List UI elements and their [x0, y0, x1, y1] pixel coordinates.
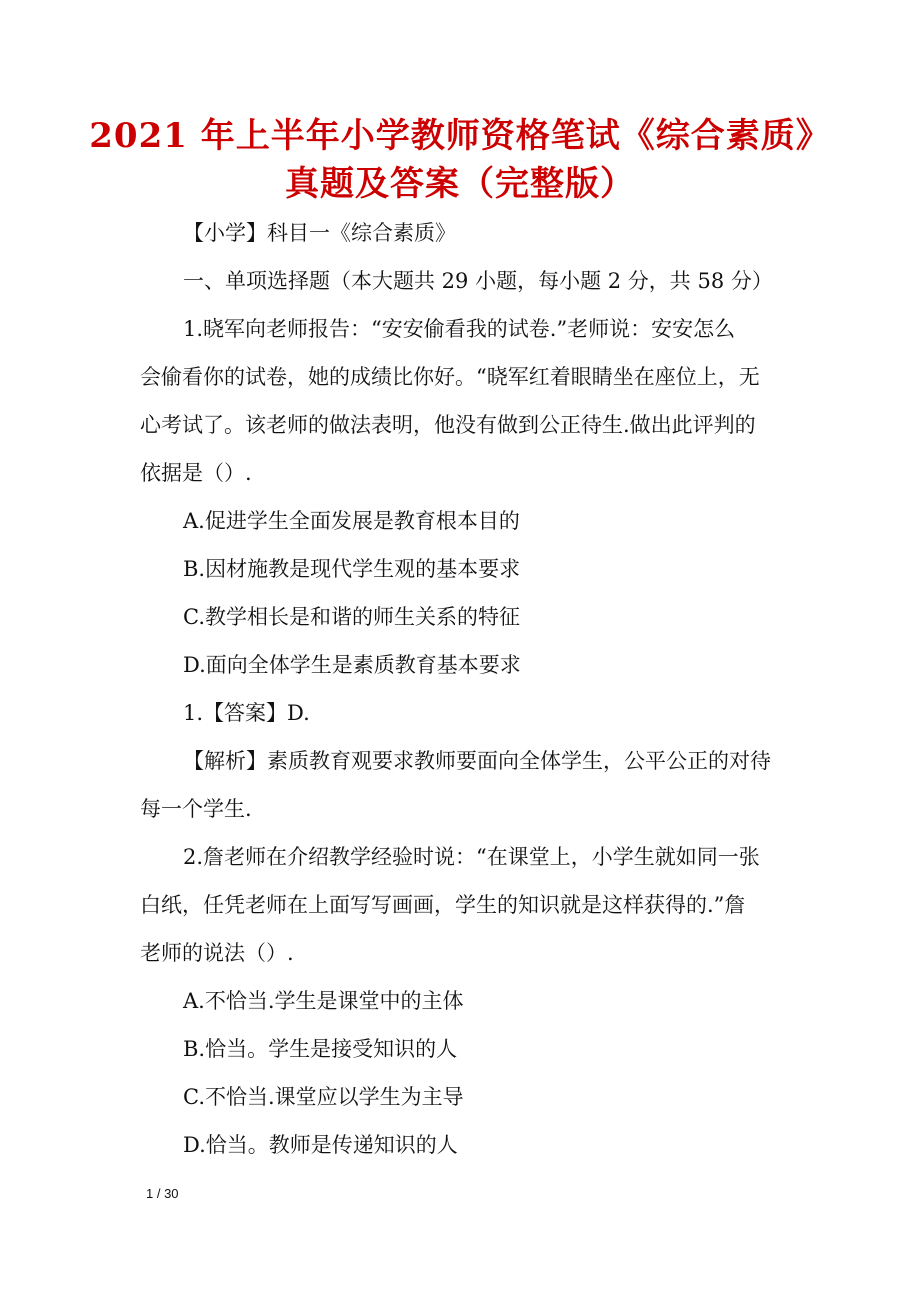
- q2-option-a: A.不恰当.学生是课堂中的主体: [183, 989, 464, 1013]
- q1-option-d: D.面向全体学生是素质教育基本要求: [183, 653, 521, 677]
- q1-answer: 1.【答案】D.: [183, 701, 310, 725]
- q1-stem-line1: 1.晓军向老师报告：“安安偷看我的试卷.”老师说：安安怎么: [183, 317, 736, 341]
- page-number: 1 / 30: [146, 1186, 179, 1201]
- q1-option-c: C.教学相长是和谐的师生关系的特征: [183, 605, 520, 629]
- q2-option-c: C.不恰当.课堂应以学生为主导: [183, 1085, 464, 1109]
- q2-option-b: B.恰当。学生是接受知识的人: [183, 1037, 458, 1061]
- q1-analysis-line1: 【解析】素质教育观要求教师要面向全体学生，公平公正的对待: [183, 749, 771, 773]
- q1-stem-line4: 依据是（）.: [140, 461, 252, 485]
- section-heading: 一、单项选择题（本大题共 29 小题，每小题 2 分，共 58 分）: [183, 269, 773, 293]
- q2-stem-line1: 2.詹老师在介绍教学经验时说：“在课堂上，小学生就如同一张: [183, 845, 760, 869]
- document-title-line2: 真题及答案（完整版）: [285, 164, 635, 204]
- q1-option-a: A.促进学生全面发展是教育根本目的: [183, 509, 520, 533]
- q2-stem-line3: 老师的说法（）.: [140, 941, 294, 965]
- q2-stem-line2: 白纸，任凭老师在上面写写画画，学生的知识就是这样获得的.”詹: [140, 893, 746, 917]
- q1-option-b: B.因材施教是现代学生观的基本要求: [183, 557, 521, 581]
- q1-stem-line3: 心考试了。该老师的做法表明，他没有做到公正待生.做出此评判的: [140, 413, 756, 437]
- q1-stem-line2: 会偷看你的试卷，她的成绩比你好。“晓军红着眼睛坐在座位上，无: [140, 365, 760, 389]
- document-title-line1: 2021 年上半年小学教师资格笔试《综合素质》: [89, 116, 831, 156]
- q2-option-d: D.恰当。教师是传递知识的人: [183, 1133, 458, 1157]
- q1-analysis-line2: 每一个学生.: [140, 797, 252, 821]
- subject-line: 【小学】科目一《综合素质》: [183, 221, 456, 245]
